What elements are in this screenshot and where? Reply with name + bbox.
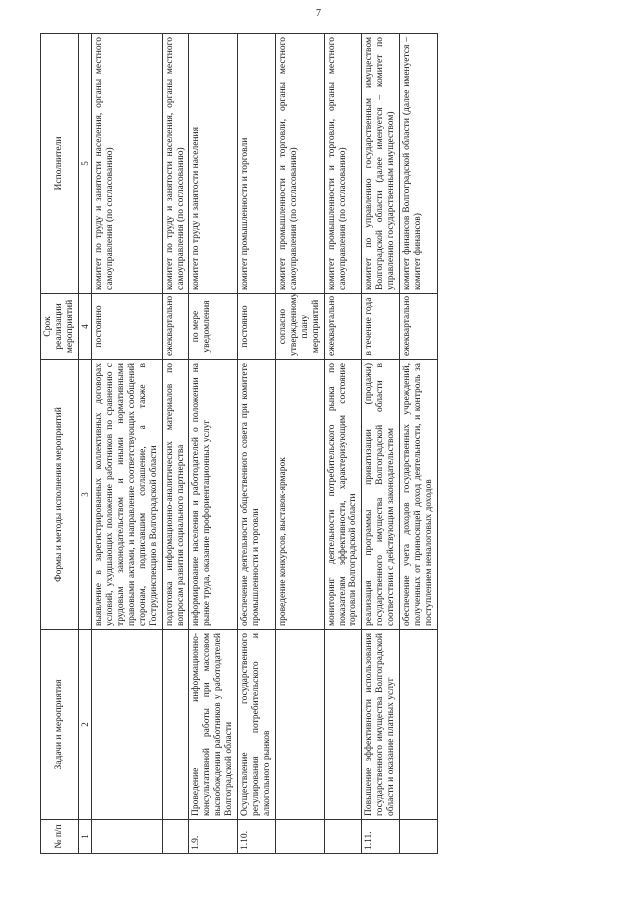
term-cell: постоянно [238, 294, 276, 360]
table-row [238, 34, 276, 854]
row-number [400, 820, 438, 854]
row-number: 1.11. [362, 820, 400, 854]
term-cell: ежеквартально [400, 294, 438, 360]
task-cell: Осуществление государственного регулирования потребительского и алкогольного рынков [238, 630, 276, 820]
executor-cell: комитет по труду и занятости населения [189, 34, 238, 294]
form-cell: подготовка информационно-аналитических материалов по вопросам развития социального партнерства [162, 360, 189, 630]
term-cell: по мере уведомления [189, 294, 238, 360]
term-cell: ежеквартально [162, 294, 189, 360]
row-number [162, 820, 189, 854]
form-cell: мониторинг деятельности потребительского рынка по показателям эффективности, характеризующим состояние торговли Волгоградской области [324, 360, 362, 630]
form-cell: проведение конкурсов, выставок-ярмарок [275, 360, 324, 630]
header-tasks: Задачи и мероприятия [41, 630, 79, 820]
task-cell [400, 630, 438, 820]
column-number-row [78, 34, 91, 854]
task-cell: Повышение эффективности использования государственного имущества Волгоградской области и оказание платных услуг [362, 630, 400, 820]
row-number: 1.10. [238, 820, 276, 854]
table-row [400, 34, 438, 854]
column-number: 5 [78, 34, 91, 294]
term-cell: согласно утвержденному плану мероприятий [275, 294, 324, 360]
executor-cell: комитет промышленности и торговли, органы местного самоуправления (по согласованию) [324, 34, 362, 294]
column-number: 1 [78, 820, 91, 854]
table-row [324, 34, 362, 854]
table-row [162, 34, 189, 854]
column-number: 4 [78, 294, 91, 360]
table-row [92, 34, 163, 854]
rotated-table-container [40, 34, 600, 854]
executor-cell: комитет по труду и занятости населения, органы местного самоуправления (по согласованию) [92, 34, 163, 294]
form-cell: обеспечение учета доходов государственных учреждений, полученных от приносящей доход деятельности, и контроль за поступлением неналоговых доходов [400, 360, 438, 630]
header-term: Срок реализации мероприятий [41, 294, 79, 360]
header-executors: Исполнители [41, 34, 79, 294]
table-row [362, 34, 400, 854]
form-cell: выявление в зарегистрированных коллективных договорах условий, ухудшающих положение работников по сравнению с трудовым законодательством и иными нормативными правовыми актами, и направление соответствующих сообщений сторонам, подписавшим соглашение, а также в Гострудинспекцию в Волгоградской области [92, 360, 163, 630]
measures-table [40, 33, 438, 854]
task-cell [324, 630, 362, 820]
executor-cell: комитет промышленности и торговли [238, 34, 276, 294]
column-number: 2 [78, 630, 91, 820]
row-number [275, 820, 324, 854]
task-cell [275, 630, 324, 820]
row-number: 1.9. [189, 820, 238, 854]
term-cell: постоянно [92, 294, 163, 360]
header-forms: Формы и методы исполнения мероприятий [41, 360, 79, 630]
task-cell [92, 630, 163, 820]
executor-cell: комитет промышленности и торговли, органы местного самоуправления (по согласованию) [275, 34, 324, 294]
executor-cell: комитет по труду и занятости населения, органы местного самоуправления (по согласованию) [162, 34, 189, 294]
task-cell [162, 630, 189, 820]
column-number: 3 [78, 360, 91, 630]
table-row [275, 34, 324, 854]
header-row [41, 34, 79, 854]
page-number: 7 [316, 8, 321, 19]
form-cell: информирование населения и работодателей о положении на рынке труда, оказание профориентационных услуг [189, 360, 238, 630]
row-number [324, 820, 362, 854]
form-cell: обеспечение деятельности общественного совета при комитете промышленности и торговли [238, 360, 276, 630]
table-row [189, 34, 238, 854]
term-cell: в течение года [362, 294, 400, 360]
executor-cell: комитет по управлению государственным имуществом Волгоградской области (далее именуется – комитет по управлению государственным имуществом) [362, 34, 400, 294]
header-num: № п/п [41, 820, 79, 854]
executor-cell: комитет финансов Волгоградской области (далее именуется – комитет финансов) [400, 34, 438, 294]
form-cell: реализация программы приватизации (продажи) государственного имущества Волгоградской области в соответствии с действующим законодательством [362, 360, 400, 630]
task-cell: Проведение информационно-консультативной работы при массовом высвобождении работников у работодателей Волгоградской области [189, 630, 238, 820]
row-number [92, 820, 163, 854]
term-cell: ежеквартально [324, 294, 362, 360]
